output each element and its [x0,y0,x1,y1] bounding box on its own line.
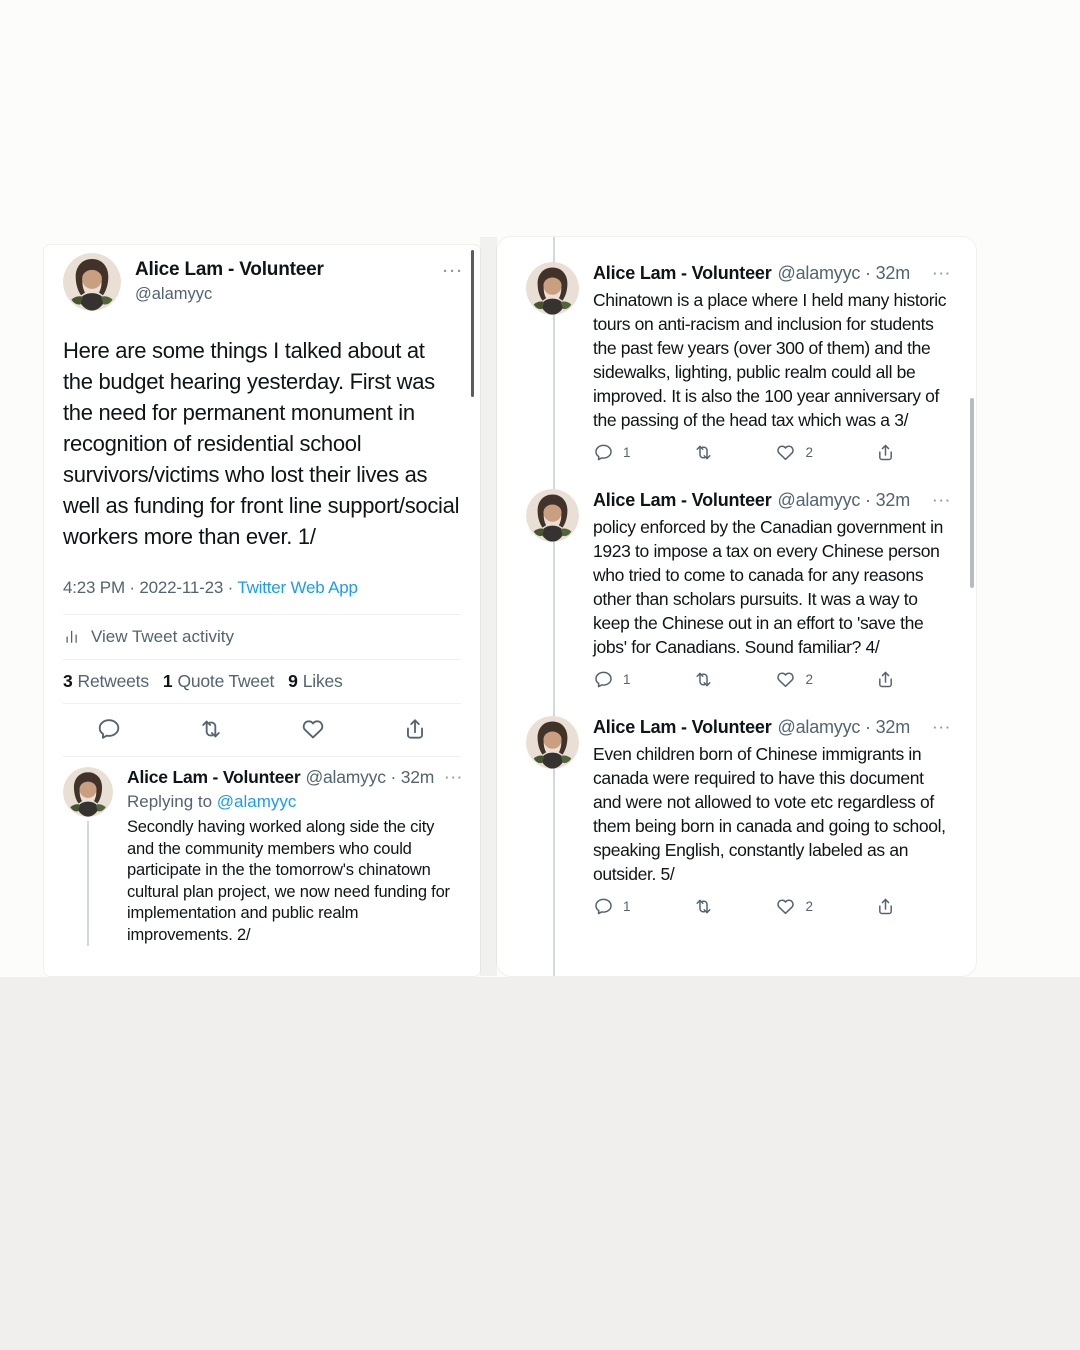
likes-label: Likes [302,671,343,691]
right-thread-screenshot [497,237,976,976]
avatar[interactable] [526,262,579,315]
retweet-action[interactable] [693,442,714,463]
avatar[interactable] [63,253,121,311]
tweet-action-bar [593,896,952,917]
retweet-action[interactable] [693,669,714,690]
tweet-text: Here are some things I talked about at the budget hearing yesterday. First was the need for permanent monument in recognition of residential school survivors/victims who lost their lives as well as funding for front line support/social workers more than ever. 1/ [63,338,460,549]
quotes-count: 1 [162,671,173,691]
replying-to [127,791,464,812]
reply-tweet [44,757,480,946]
like-action[interactable] [775,669,813,690]
more-icon[interactable]: ··· [443,263,464,280]
reply-count: 1 [623,899,631,914]
reply-icon [593,442,614,463]
tweet-stats-row [44,660,480,703]
reply-action[interactable] [593,442,631,463]
replying-to-label: Replying to [127,792,217,811]
scrollbar[interactable] [970,398,974,588]
retweet-icon [693,896,714,917]
reply-icon [593,669,614,690]
like-action[interactable] [775,442,813,463]
tweet-text: Chinatown is a place where I held many historic tours on anti-racism and inclusion for students the past few years (over 300 of them) and the sidewalks, lighting, public realm could all be improved. It is also the 100 year anniversary of the passing of the head tax which was a 3/ [593,290,947,430]
avatar[interactable] [526,716,579,769]
likes-stat[interactable] [288,671,342,692]
reply-icon [593,896,614,917]
author-meta: @alamyyc · 32m [777,263,911,283]
like-icon [775,669,796,690]
retweet-icon [693,442,714,463]
author-meta: @alamyyc · 32m [777,490,911,510]
retweet-action[interactable] [693,896,714,917]
left-tweet-screenshot [44,245,480,976]
share-icon[interactable] [402,716,428,742]
likes-count: 9 [288,671,298,691]
retweets-stat[interactable] [63,671,149,692]
bar-chart-icon [63,628,81,646]
quotes-label: Quote Tweet [177,671,275,691]
author-name[interactable]: Alice Lam - Volunteer [135,259,324,280]
reply-action[interactable] [593,896,631,917]
author-name[interactable]: Alice Lam - Volunteer [593,490,772,510]
share-action[interactable] [875,442,896,463]
tweet-header [44,245,480,311]
reply-action[interactable] [593,669,631,690]
tweet-timestamp [63,578,460,598]
tweet-action-bar [593,669,952,690]
tweet-text: Secondly having worked along side the city and the community members who could participate in the the tomorrow's chinatown cultural plan project, we now need funding for implementation and public realm improvements. 2/ [127,818,450,944]
author-name[interactable]: Alice Lam - Volunteer [593,263,772,283]
more-icon[interactable]: ··· [445,770,464,785]
retweets-count: 3 [63,671,73,691]
timestamp-text: 4:23 PM · 2022-11-23 · [63,578,238,597]
retweet-icon [693,669,714,690]
avatar[interactable] [526,489,579,542]
more-icon[interactable]: ··· [933,493,952,508]
replying-to-handle-link[interactable]: @alamyyc [216,792,297,811]
thread-line [87,821,89,946]
thread-tweet [497,489,976,690]
share-action[interactable] [875,896,896,917]
like-icon[interactable] [300,716,326,742]
like-count: 2 [805,672,813,687]
tweet-text: policy enforced by the Canadian government in 1923 to impose a tax on every Chinese person who tried to come to canada for any reasons other than scholars pursuits. It was a way to keep the Chinese out in an effort to 'save the jobs' for Canadians. Sound familiar? 4/ [593,517,944,657]
tweet-source-link[interactable]: Twitter Web App [237,578,358,597]
author-meta: @alamyyc · 32m [305,767,435,787]
author-name[interactable]: Alice Lam - Volunteer [593,717,772,737]
scrollbar[interactable] [471,250,474,397]
author-name[interactable]: Alice Lam - Volunteer [127,767,301,787]
tweet-text: Even children born of Chinese immigrants in canada were required to have this document and were not allowed to vote etc regardless of them being born in canada and going to school, speaking English, constantly labeled as an outsider. 5/ [593,744,946,884]
page-bottom-background [0,977,1080,1350]
share-action[interactable] [875,669,896,690]
share-icon [875,442,896,463]
like-count: 2 [805,899,813,914]
like-count: 2 [805,445,813,460]
more-icon[interactable]: ··· [933,720,952,735]
like-icon [775,442,796,463]
tweet-action-bar [593,442,952,463]
view-tweet-activity[interactable] [44,615,480,659]
author-meta: @alamyyc · 32m [777,717,911,737]
author-handle[interactable]: @alamyyc [135,285,213,303]
reply-count: 1 [623,445,631,460]
tweet-action-bar [44,704,480,756]
more-icon[interactable]: ··· [933,266,952,281]
view-activity-label: View Tweet activity [91,627,234,646]
share-icon [875,896,896,917]
retweet-icon[interactable] [198,716,224,742]
like-icon [775,896,796,917]
like-action[interactable] [775,896,813,917]
thread-tweet [497,716,976,917]
panel-gap [480,237,497,976]
retweets-label: Retweets [77,671,149,691]
avatar[interactable] [63,767,113,817]
reply-icon[interactable] [96,716,122,742]
quote-tweets-stat[interactable] [163,671,274,692]
thread-tweet [497,237,976,463]
share-icon [875,669,896,690]
reply-count: 1 [623,672,631,687]
